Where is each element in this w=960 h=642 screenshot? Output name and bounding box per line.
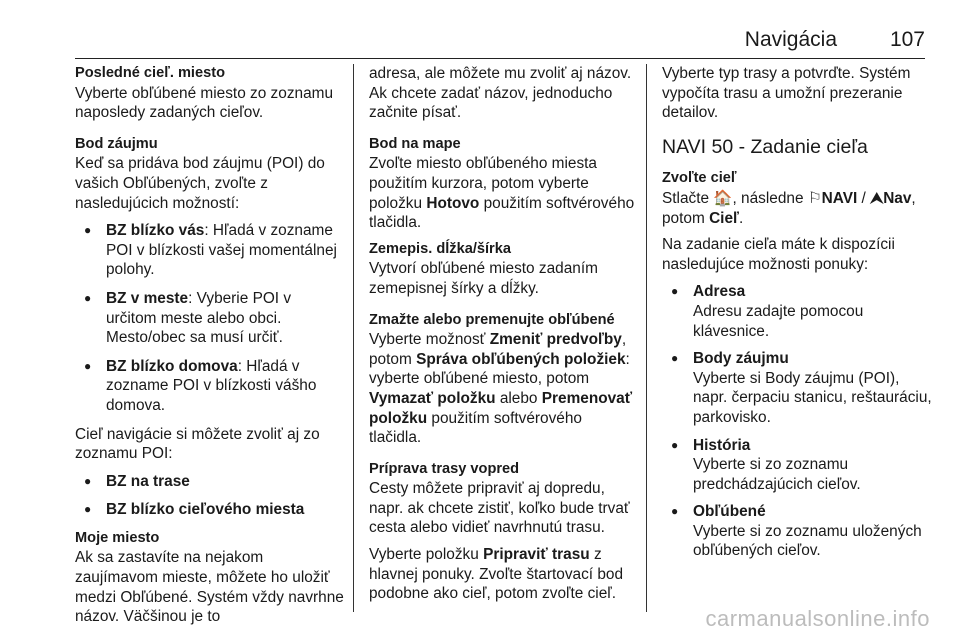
column-divider [646, 64, 647, 612]
section-heading: Bod záujmu [75, 135, 158, 152]
paragraph: Cesty môžete pripraviť aj dopredu, napr. ak chcete zistiť, koľko bude trvať cesta alebo vidieť navrhnutú trasu. [369, 480, 630, 537]
watermark: carmanualsonline.info [705, 606, 930, 631]
bullet-list [75, 221, 345, 415]
page-title: Navigácia [744, 28, 837, 51]
paragraph: Cieľ navigácie si môžete zvoliť aj zo zoznamu POI: [75, 425, 320, 463]
list-item: ● BZ v meste: Vyberie POI v určitom meste alebo obci. Mesto/obec sa musí určiť. [75, 289, 345, 348]
bullet-list [662, 282, 932, 561]
list-item: ● BZ blízko domova: Hľadá v zozname POI v blízkosti vášho domova. [75, 357, 345, 416]
paragraph: adresa, ale môžete mu zvoliť aj názov. Ak chcete zadať názov, jednoducho začnite písať. [369, 65, 632, 122]
bullet-list [75, 472, 345, 520]
section-heading: Príprava trasy vopred [369, 460, 520, 477]
column-divider [353, 64, 354, 612]
list-item: ● Obľúbené Vyberte si zo zoznamu uložených obľúbených cieľov. [662, 502, 932, 561]
paragraph: Vytvorí obľúbené miesto zadaním zemepisnej šírky a dĺžky. [369, 260, 598, 297]
column-2 [369, 64, 635, 604]
section-heading: Zmažte alebo premenujte obľúbené [369, 311, 615, 328]
chapter-heading: NAVI 50 - Zadanie cieľa [662, 135, 868, 158]
column-3 [662, 64, 932, 569]
page-number: 107 [889, 28, 925, 51]
section-heading: Posledné cieľ. miesto [75, 65, 225, 81]
home-icon: 🏠 [713, 189, 733, 207]
list-item: ● História Vyberte si zo zoznamu predchádzajúcich cieľov. [662, 436, 932, 495]
list-item: ● Body záujmu Vyberte si Body záujmu (POI), napr. čerpaciu stanicu, reštauráciu, parkovisko. [662, 349, 932, 427]
paragraph: Vyberte obľúbené miesto zo zoznamu naposledy zadaných cieľov. [75, 84, 334, 122]
section-heading: Zemepis. dĺžka/šírka [369, 240, 511, 257]
list-item: ● Adresa Adresu zadajte pomocou klávesnice. [662, 282, 932, 341]
column-1 [75, 64, 345, 627]
navigation-arrow-icon: ⮝ [870, 189, 884, 207]
section-heading: Bod na mape [369, 135, 461, 152]
list-item: ● BZ blízko cieľového miesta [75, 500, 345, 520]
paragraph: Ak sa zastavíte na nejakom zaujímavom mieste, môžete ho uložiť medzi Obľúbené. Systém vždy navrhne názov. Väčšinou je to [75, 549, 344, 626]
list-item: ● BZ blízko vás: Hľadá v zozname POI v blízkosti vašej momentálnej polohy. [75, 221, 345, 280]
flag-icon: ⚐ [807, 189, 822, 207]
paragraph: Vyberte možnosť Zmeniť predvoľby, potom Správa obľúbených položiek: vyberte obľúbené miesto, potom Vymazať položku alebo Premenovať položku použitím softvérového tlačidla. [369, 331, 633, 447]
paragraph: Keď sa pridáva bod záujmu (POI) do vašich Obľúbených, zvoľte z nasledujúcich možností: [75, 155, 325, 212]
paragraph: Vyberte položku Pripraviť trasu z hlavnej ponuky. Zvoľte štartovací bod podobne ako cieľ, potom zvoľte cieľ. [369, 546, 624, 603]
section-heading: Moje miesto [75, 529, 160, 546]
list-item: ● BZ na trase [75, 472, 345, 492]
paragraph: Zvoľte miesto obľúbeného miesta použitím kurzora, potom vyberte položku Hotovo použitím softvérového tlačidla. [369, 155, 635, 232]
page-header [75, 20, 925, 59]
paragraph: Stlačte 🏠, následne ⚐NAVI / ⮝Nav, potom Cieľ. [662, 189, 916, 227]
section-heading: Zvoľte cieľ [662, 170, 737, 187]
paragraph: Vyberte typ trasy a potvrďte. Systém vypočíta trasu a umožní prezeranie detailov. [662, 65, 911, 122]
paragraph: Na zadanie cieľa máte k dispozícii nasledujúce možnosti ponuky: [662, 236, 895, 273]
